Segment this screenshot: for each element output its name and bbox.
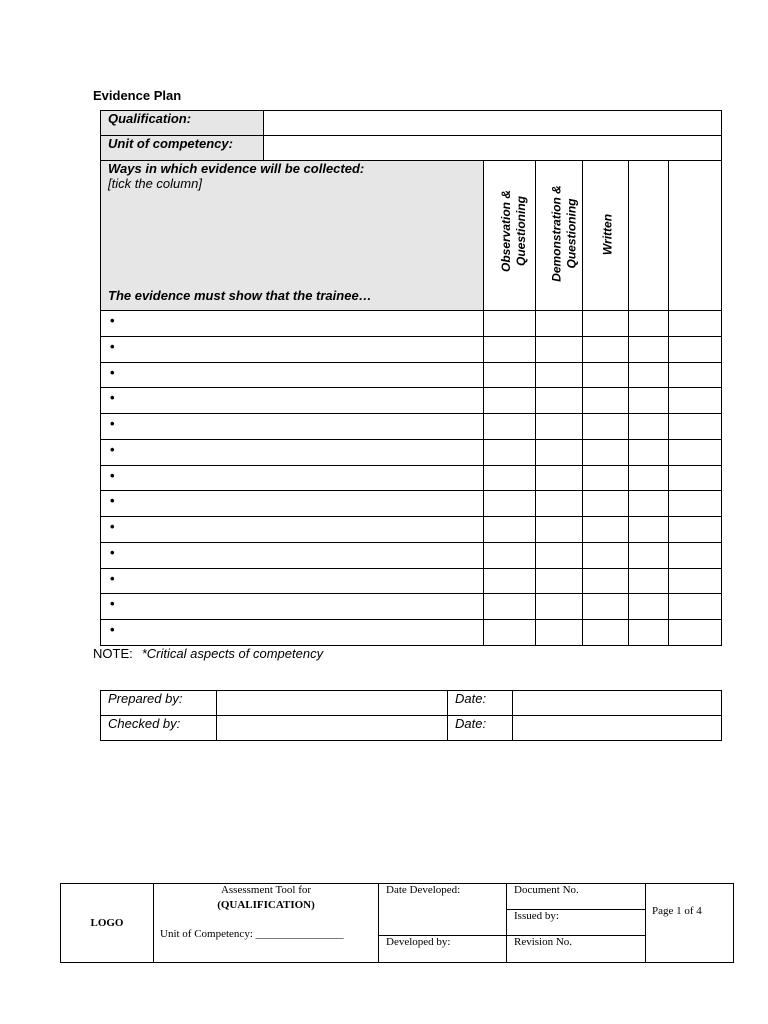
evidence-row-bullet: • (101, 594, 484, 620)
evidence-tick-cell (484, 311, 536, 337)
qualification-value (264, 111, 722, 136)
checked-by-label: Checked by: (101, 716, 217, 741)
evidence-tick-cell (583, 517, 629, 543)
evidence-tick-cell (484, 543, 536, 569)
evidence-tick-cell (484, 337, 536, 363)
evidence-tick-cell (629, 569, 669, 594)
evidence-tick-cell (669, 543, 722, 569)
evidence-tick-cell (484, 620, 536, 646)
evidence-tick-cell (484, 517, 536, 543)
prepared-by-label: Prepared by: (101, 691, 217, 716)
evidence-tick-cell (536, 594, 583, 620)
prepared-by-value (217, 691, 448, 716)
evidence-tick-cell (629, 517, 669, 543)
checked-by-value (217, 716, 448, 741)
evidence-tick-cell (669, 440, 722, 466)
evidence-tick-cell (583, 363, 629, 388)
checked-date-value (513, 716, 722, 741)
qualification-label: Qualification: (101, 111, 264, 136)
signoff-table (100, 690, 722, 741)
evidence-tick-cell (629, 311, 669, 337)
evidence-tick-cell (583, 440, 629, 466)
note-prefix: NOTE: (93, 646, 133, 661)
footer-issued-by: Issued by: (514, 910, 559, 922)
evidence-tick-cell (629, 466, 669, 491)
footer-revision-no-cell (506, 935, 646, 963)
evidence-methods-header (101, 161, 484, 311)
method-label-line: Observation & (499, 189, 513, 273)
evidence-tick-cell (669, 594, 722, 620)
evidence-tick-cell (629, 594, 669, 620)
evidence-tick-cell (629, 388, 669, 414)
evidence-tick-cell (536, 440, 583, 466)
footer-logo: LOGO (60, 883, 154, 963)
evidence-tick-cell (536, 569, 583, 594)
footer-date-developed: Date Developed: (386, 884, 461, 896)
evidence-tick-cell (536, 543, 583, 569)
method-label-line: Questioning (514, 196, 528, 266)
evidence-tick-cell (484, 363, 536, 388)
evidence-tick-cell (669, 388, 722, 414)
collection-methods-heading: Ways in which evidence will be collected: (108, 161, 365, 176)
evidence-tick-cell (536, 517, 583, 543)
footer-title-cell (153, 883, 379, 963)
checked-date-label: Date: (448, 716, 513, 741)
evidence-tick-cell (629, 337, 669, 363)
evidence-tick-cell (484, 414, 536, 440)
evidence-tick-cell (536, 337, 583, 363)
footer-page-cell (645, 883, 734, 963)
evidence-tick-cell (583, 388, 629, 414)
footer-issued-by-cell (506, 909, 646, 936)
footer-developed-by-cell (378, 935, 507, 963)
evidence-tick-cell (583, 569, 629, 594)
method-column-observation (484, 161, 536, 311)
footer-document-no-cell (506, 883, 646, 910)
evidence-tick-cell (669, 491, 722, 517)
footer-tool-for: Assessment Tool for (220, 884, 312, 896)
unit-of-competency-label: Unit of competency: (101, 136, 264, 161)
evidence-tick-cell (583, 337, 629, 363)
evidence-tick-cell (669, 569, 722, 594)
method-column-written (583, 161, 629, 311)
evidence-tick-cell (484, 569, 536, 594)
footer-document-no: Document No. (514, 884, 579, 896)
evidence-tick-cell (484, 491, 536, 517)
document-title: Evidence Plan (93, 88, 182, 103)
footer-date-developed-cell (378, 883, 507, 936)
prepared-date-label: Date: (448, 691, 513, 716)
evidence-tick-cell (536, 414, 583, 440)
evidence-row-bullet: • (101, 337, 484, 363)
note-text: *Critical aspects of competency (141, 646, 324, 661)
tick-instruction: [tick the column] (108, 176, 202, 191)
evidence-intro: The evidence must show that the trainee… (108, 288, 372, 303)
evidence-tick-cell (484, 388, 536, 414)
evidence-tick-cell (583, 491, 629, 517)
evidence-plan-table (100, 110, 722, 646)
footer-developed-by: Developed by: (386, 936, 451, 948)
evidence-tick-cell (583, 594, 629, 620)
evidence-tick-cell (629, 620, 669, 646)
evidence-tick-cell (583, 414, 629, 440)
evidence-row-bullet: • (101, 569, 484, 594)
method-column-demonstration (536, 161, 583, 311)
evidence-tick-cell (583, 311, 629, 337)
evidence-tick-cell (583, 543, 629, 569)
evidence-tick-cell (669, 466, 722, 491)
evidence-tick-cell (629, 414, 669, 440)
evidence-tick-cell (484, 440, 536, 466)
method-label-line: Demonstration & (549, 185, 564, 282)
footer-revision-no: Revision No. (514, 936, 573, 948)
evidence-tick-cell (536, 491, 583, 517)
evidence-tick-cell (536, 311, 583, 337)
evidence-tick-cell (629, 543, 669, 569)
prepared-date-value (513, 691, 722, 716)
method-column-blank (629, 161, 669, 311)
method-label-observation (499, 161, 529, 301)
footer-page-number: Page 1 of 4 (652, 905, 702, 917)
evidence-tick-cell (536, 363, 583, 388)
unit-of-competency-value (264, 136, 722, 161)
evidence-row-bullet: • (101, 440, 484, 466)
evidence-row-bullet: • (101, 363, 484, 388)
note-line (93, 646, 323, 661)
evidence-tick-cell (669, 620, 722, 646)
method-label-written: Written (600, 213, 615, 256)
evidence-row-bullet: • (101, 517, 484, 543)
method-label-line: Questioning (564, 198, 579, 269)
evidence-row-bullet: • (101, 491, 484, 517)
footer-qualification: (QUALIFICATION) (217, 899, 315, 911)
evidence-tick-cell (583, 620, 629, 646)
evidence-tick-cell (629, 491, 669, 517)
evidence-row-bullet: • (101, 414, 484, 440)
evidence-row-bullet: • (101, 543, 484, 569)
evidence-tick-cell (484, 594, 536, 620)
evidence-tick-cell (669, 414, 722, 440)
evidence-tick-cell (629, 363, 669, 388)
method-label-demonstration (549, 164, 579, 304)
evidence-tick-cell (629, 440, 669, 466)
evidence-tick-cell (669, 311, 722, 337)
evidence-row-bullet: • (101, 620, 484, 646)
evidence-tick-cell (669, 337, 722, 363)
method-column-blank (669, 161, 722, 311)
evidence-tick-cell (484, 466, 536, 491)
evidence-row-bullet: • (101, 466, 484, 491)
evidence-tick-cell (536, 388, 583, 414)
evidence-tick-cell (536, 466, 583, 491)
evidence-tick-cell (669, 517, 722, 543)
evidence-tick-cell (583, 466, 629, 491)
evidence-row-bullet: • (101, 311, 484, 337)
footer-unit-of-competency: Unit of Competency: ________________ (160, 928, 344, 940)
evidence-row-bullet: • (101, 388, 484, 414)
evidence-tick-cell (536, 620, 583, 646)
evidence-tick-cell (669, 363, 722, 388)
